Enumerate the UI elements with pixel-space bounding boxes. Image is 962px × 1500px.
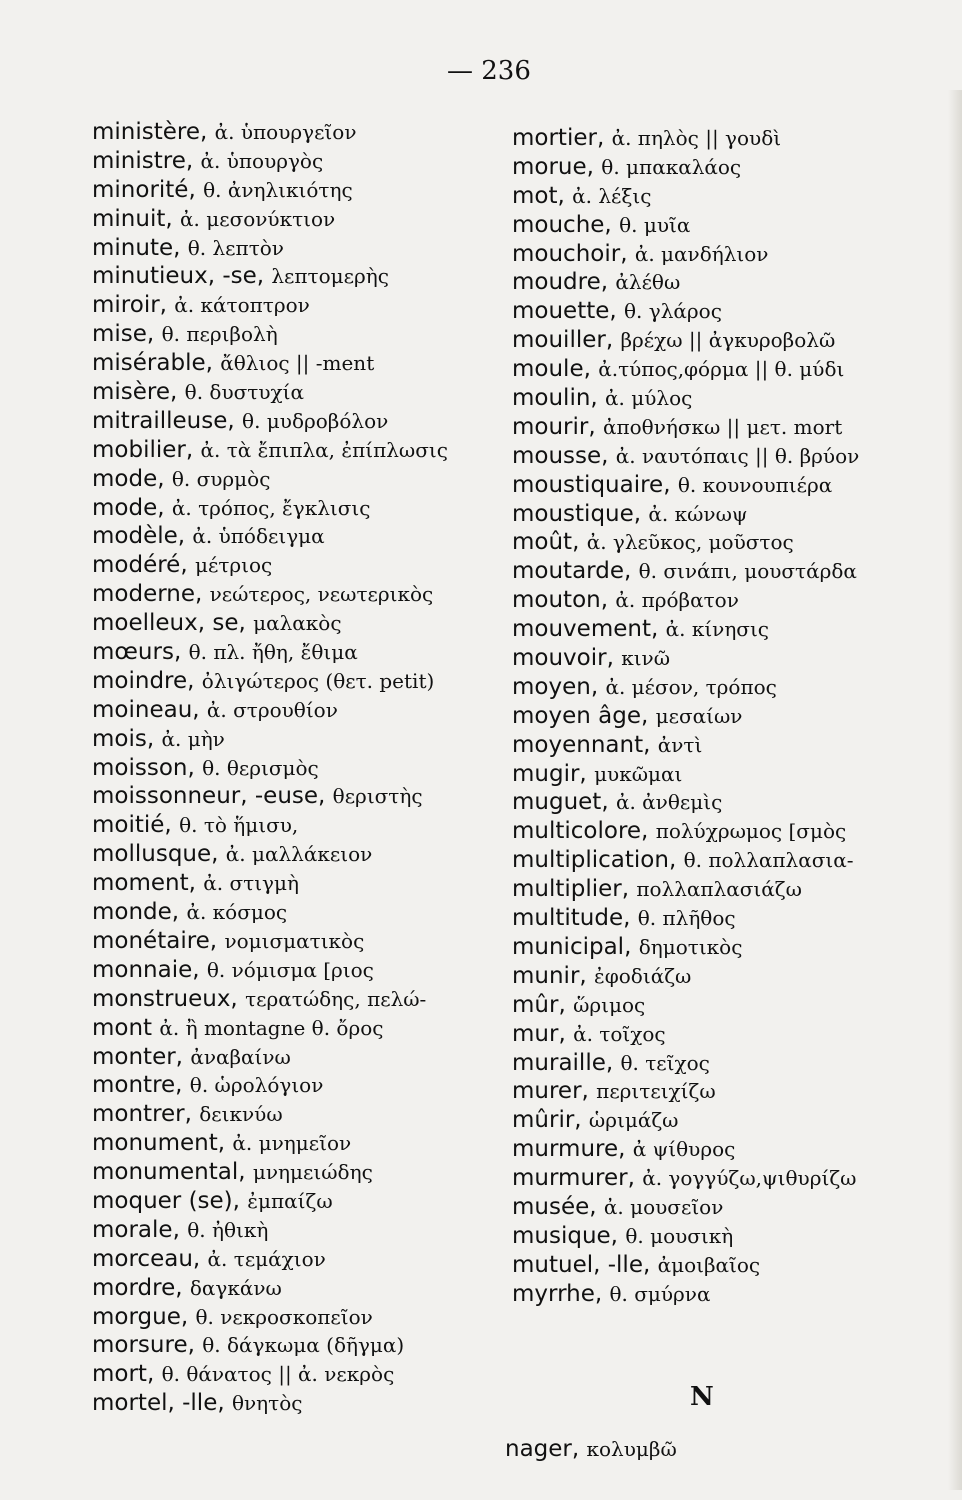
dictionary-entry <box>512 817 952 846</box>
dictionary-entry <box>92 234 492 263</box>
dictionary-entry <box>92 349 492 378</box>
dictionary-entry <box>92 638 492 667</box>
entry-greek: ἀ ψίθυρος <box>632 1137 736 1162</box>
entry-greek: ἀ. τοῖχος <box>573 1021 666 1046</box>
entry-greek: ἀ. ἢ montagne θ. ὄρος <box>159 1015 384 1040</box>
entry-french: mouvoir, <box>512 645 614 672</box>
entry-french: morceau, <box>92 1245 201 1272</box>
dictionary-entry <box>512 240 952 269</box>
entry-greek: νεώτερος, νεωτερικὸς <box>209 582 434 607</box>
dictionary-entry <box>512 1135 952 1164</box>
entry-french: multiplier, <box>512 876 630 903</box>
dictionary-entry <box>512 846 952 875</box>
dictionary-entry <box>92 1043 492 1072</box>
entry-french: mois, <box>92 725 155 752</box>
entry-french: murer, <box>512 1078 589 1105</box>
entry-greek: ἀ. μύλος <box>605 386 693 411</box>
entry-french: mutuel, -lle, <box>512 1251 651 1278</box>
entry-french: morsure, <box>92 1332 195 1359</box>
entry-french: misère, <box>92 379 178 406</box>
dictionary-entry <box>92 407 492 436</box>
entry-greek: ἀ. μνημεῖον <box>232 1131 352 1156</box>
entry-greek: δημοτικὸς <box>638 934 743 959</box>
entry-french: moderne, <box>92 581 203 608</box>
entry-french: monument, <box>92 1130 226 1157</box>
entry-greek: ἀ. ὑπόδειγμα <box>192 524 325 549</box>
entry-greek: λεπτομερὴς <box>271 264 389 289</box>
entry-greek: θ. ἠθικὴ <box>187 1217 269 1242</box>
entry-greek: μέτριος <box>194 553 273 578</box>
entry-french: moudre, <box>512 269 609 296</box>
entry-greek: θ. συρμὸς <box>171 466 271 491</box>
entry-french: murmurer, <box>512 1165 635 1192</box>
entry-french: musique, <box>512 1222 618 1249</box>
entry-french: mode, <box>92 494 165 521</box>
entry-french: mouiller, <box>512 327 614 354</box>
entry-greek: ἀ. κώνωψ <box>648 501 748 526</box>
dictionary-entry <box>92 840 492 869</box>
entry-french: monumental, <box>92 1159 246 1186</box>
entry-greek: θ. θερισμὸς <box>202 755 319 780</box>
dictionary-entry <box>512 355 952 384</box>
entry-greek: ἀ. μανδήλιον <box>634 241 769 266</box>
entry-french: moisson, <box>92 754 195 781</box>
entry-french: nager, <box>505 1436 580 1462</box>
dictionary-entry <box>92 898 492 927</box>
dictionary-entry <box>92 609 492 638</box>
entry-french: mugir, <box>512 760 587 787</box>
entry-french: moustiquaire, <box>512 471 671 498</box>
entry-greek: θ. πολλαπλασια- <box>683 848 854 873</box>
entry-greek: ἀ. κάτοπτρον <box>174 293 310 318</box>
dictionary-entry <box>512 586 952 615</box>
dictionary-entry <box>512 557 952 586</box>
dictionary-entry <box>92 205 492 234</box>
entry-french: moule, <box>512 356 591 383</box>
entry-french: ministère, <box>92 119 208 145</box>
entry-greek: θ. τεῖχος <box>620 1050 710 1075</box>
dictionary-entry <box>512 991 952 1020</box>
dictionary-entry <box>512 933 952 962</box>
entry-french: morue, <box>512 153 594 180</box>
entry-french: mûrir, <box>512 1107 582 1134</box>
dictionary-entry <box>512 788 952 817</box>
dictionary-entry <box>512 1164 952 1193</box>
entry-french: moindre, <box>92 667 195 694</box>
entry-french: moyennant, <box>512 731 651 758</box>
entry-greek: μεσαίων <box>655 703 743 728</box>
entry-french: moquer (se), <box>92 1187 240 1214</box>
entry-french: mordre, <box>92 1274 183 1301</box>
entry-french: mort, <box>92 1361 155 1388</box>
entry-french: mot, <box>512 182 565 209</box>
entry-greek: θ. πλῆθος <box>637 906 736 931</box>
entry-greek: θ. τὸ ἥμισυ, <box>179 813 299 838</box>
dictionary-entry <box>92 667 492 696</box>
dictionary-entry <box>92 1331 492 1360</box>
entry-greek: θ. δυστυχία <box>184 380 304 405</box>
entry-greek: ἀ.τύπος,φόρμα || θ. μύδι <box>598 357 845 382</box>
entry-greek: ἀ. κόσμος <box>186 900 288 925</box>
entry-french: moineau, <box>92 696 200 723</box>
entry-greek: θ. νόμισμα [ριος <box>206 957 374 982</box>
dictionary-entry <box>92 176 492 205</box>
entry-french: muraille, <box>512 1049 614 1076</box>
dictionary-entry <box>92 1274 492 1303</box>
entry-french: modèle, <box>92 523 186 550</box>
entry-french: montre, <box>92 1072 183 1099</box>
dictionary-entry <box>92 291 492 320</box>
dictionary-entry <box>512 384 952 413</box>
dictionary-entry <box>92 956 492 985</box>
entry-greek: ἀποθνήσκω || μετ. mort <box>602 414 843 439</box>
entry-french: ministre, <box>92 147 194 174</box>
entry-greek: ἐφοδιάζω <box>594 963 692 988</box>
entry-french: multicolore, <box>512 818 649 845</box>
entry-greek: ἀ. στρουθίον <box>206 697 338 722</box>
entry-greek: ἀναβαίνω <box>190 1044 291 1069</box>
entry-french: musée, <box>512 1193 597 1220</box>
entry-greek: ἀ. λέξις <box>572 183 652 208</box>
dictionary-entry <box>512 1020 952 1049</box>
entry-greek: θ. γλάρος <box>624 299 722 324</box>
dictionary-entry <box>92 320 492 349</box>
entry-french: mourir, <box>512 413 596 440</box>
entry-greek: ἀ. μαλλάκειον <box>225 842 373 867</box>
entry-greek: κολυμβῶ <box>586 1437 677 1461</box>
dictionary-entry <box>92 1187 492 1216</box>
dictionary-entry <box>512 500 952 529</box>
entry-greek: πολλαπλασιάζω <box>636 877 802 902</box>
entry-french: mouchoir, <box>512 240 628 267</box>
dictionary-entry <box>92 1100 492 1129</box>
entry-french: mode, <box>92 465 165 492</box>
entry-french: mouvement, <box>512 616 659 643</box>
entry-french: mur, <box>512 1020 566 1047</box>
dictionary-entry <box>512 442 952 471</box>
dictionary-entry <box>92 754 492 783</box>
dictionary-entry <box>512 644 952 673</box>
dictionary-entry <box>92 580 492 609</box>
dictionary-entry <box>512 124 952 153</box>
dictionary-entry <box>512 875 952 904</box>
dictionary-entry <box>512 673 952 702</box>
entry-greek: θ. μουσικὴ <box>625 1223 734 1248</box>
entry-french: moment, <box>92 870 196 897</box>
dictionary-entry <box>92 147 492 176</box>
entry-french: multiplication, <box>512 847 677 874</box>
entry-french: mousse, <box>512 442 609 469</box>
entry-greek: θ. λεπτὸν <box>187 235 284 260</box>
entry-greek: ἀ. ἀνθεμὶς <box>615 790 723 815</box>
entry-greek: θεριστὴς <box>332 784 423 809</box>
dictionary-entry <box>505 1436 677 1462</box>
dictionary-entry <box>512 615 952 644</box>
entry-greek: θ. μυῖα <box>619 212 691 237</box>
dictionary-entry <box>92 782 492 811</box>
dictionary-entry <box>512 1106 952 1135</box>
entry-french: mouche, <box>512 211 612 238</box>
entry-greek: ἀ. στιγμὴ <box>203 871 299 896</box>
dictionary-entry <box>512 1193 952 1222</box>
entry-french: morgue, <box>92 1303 189 1330</box>
entry-greek: πολύχρωμος [σμὸς <box>655 819 847 844</box>
dictionary-entry <box>512 471 952 500</box>
dictionary-entry <box>92 725 492 754</box>
entry-greek: μυκῶμαι <box>594 761 683 786</box>
dictionary-entry <box>512 211 952 240</box>
entry-french: mobilier, <box>92 436 194 463</box>
entry-greek: ἀ. μουσεῖον <box>603 1194 724 1219</box>
entry-greek: ἀ. ὑπουργὸς <box>200 148 324 173</box>
entry-french: mouette, <box>512 298 617 325</box>
dictionary-entry <box>512 413 952 442</box>
entry-greek: ἀ. μεσονύκτιον <box>179 206 336 231</box>
entry-greek: ὀλιγώτερος (θετ. petit) <box>201 668 435 693</box>
dictionary-entry <box>92 869 492 898</box>
entry-french: moelleux, se, <box>92 610 246 637</box>
entry-greek: ἀλέθω <box>615 270 681 295</box>
entry-greek: δαγκάνω <box>189 1275 282 1300</box>
entry-greek: θ. νεκροσκοπεῖον <box>195 1304 373 1329</box>
right-column <box>512 124 952 1309</box>
entry-greek: ἀ. τρόπος, ἔγκλισις <box>171 495 371 520</box>
dictionary-entry <box>92 811 492 840</box>
entry-french: minuit, <box>92 205 173 232</box>
dictionary-entry <box>512 904 952 933</box>
dictionary-entry <box>512 702 952 731</box>
dictionary-entry <box>92 522 492 551</box>
left-column <box>92 118 492 1418</box>
entry-greek: τερατώδης, πελώ- <box>245 986 427 1011</box>
entry-greek: ἀ. κίνησις <box>665 617 769 642</box>
entry-greek: θ. σμύρνα <box>609 1281 711 1306</box>
dictionary-entry <box>92 1389 492 1418</box>
entry-french: multitude, <box>512 905 631 932</box>
entry-french: moissonneur, -euse, <box>92 783 326 810</box>
entry-greek: δεικνύω <box>199 1102 283 1127</box>
entry-french: monstrueux, <box>92 985 238 1012</box>
entry-greek: ἀ. μὴν <box>161 726 225 751</box>
entry-french: mortel, -lle, <box>92 1390 225 1417</box>
dictionary-entry <box>512 182 952 211</box>
entry-greek: θ. ὡρολόγιον <box>189 1073 324 1098</box>
dictionary-entry <box>512 528 952 557</box>
entry-greek: θ. ἀνηλικιότης <box>203 177 353 202</box>
entry-greek: ἀ. πηλὸς || γουδὶ <box>611 126 782 150</box>
dictionary-entry <box>92 1245 492 1274</box>
entry-french: muguet, <box>512 789 609 816</box>
entry-french: moitié, <box>92 812 172 839</box>
entry-greek: ὥριμος <box>573 992 646 1017</box>
entry-greek: νομισματικὸς <box>224 928 365 953</box>
entry-french: monnaie, <box>92 956 200 983</box>
entry-greek: ἀ. ὑπουργεῖον <box>214 120 357 144</box>
entry-greek: θ. πλ. ἤθη, ἔθιμα <box>188 640 358 665</box>
entry-greek: βρέχω || ἀγκυροβολῶ <box>620 328 836 353</box>
entry-greek: κινῶ <box>621 646 671 671</box>
entry-french: monter, <box>92 1043 183 1070</box>
entry-greek: ἀ. τὰ ἔπιπλα, ἐπίπλωσις <box>200 437 448 462</box>
entry-french: murmure, <box>512 1136 626 1163</box>
entry-greek: ἀ. γλεῦκος, μοῦστος <box>586 530 794 555</box>
entry-greek: ἀμοιβαῖος <box>657 1252 761 1277</box>
dictionary-entry <box>92 1129 492 1158</box>
entry-french: minutieux, -se, <box>92 263 265 290</box>
dictionary-entry <box>92 1158 492 1187</box>
dictionary-entry <box>92 1071 492 1100</box>
dictionary-entry <box>92 465 492 494</box>
entry-french: moulin, <box>512 385 598 412</box>
entry-french: modéré, <box>92 552 188 579</box>
entry-greek: θ. περιβολὴ <box>161 322 278 347</box>
dictionary-entry <box>92 551 492 580</box>
section-letter: N <box>690 1382 714 1412</box>
entry-french: mûr, <box>512 991 566 1018</box>
entry-greek: ἀντὶ <box>657 732 703 757</box>
entry-french: mœurs, <box>92 639 182 666</box>
entry-french: mouton, <box>512 587 609 614</box>
dictionary-entry <box>512 1049 952 1078</box>
entry-french: moyen âge, <box>512 702 649 729</box>
entry-greek: θ. δάγκωμα (δῆγμα) <box>202 1333 405 1358</box>
entry-french: monde, <box>92 899 180 926</box>
entry-greek: θ. σινάπι, μουστάρδα <box>638 559 857 584</box>
entry-french: misérable, <box>92 350 213 377</box>
entry-french: moutarde, <box>512 558 632 585</box>
dictionary-entry <box>92 378 492 407</box>
dictionary-entry <box>92 985 492 1014</box>
dictionary-entry <box>512 962 952 991</box>
entry-french: minorité, <box>92 176 196 203</box>
entry-greek: ἐμπαίζω <box>247 1188 333 1213</box>
dictionary-entry <box>92 1014 492 1043</box>
dictionary-entry <box>512 1222 952 1251</box>
entry-french: miroir, <box>92 292 167 319</box>
entry-greek: μαλακὸς <box>253 611 342 636</box>
dictionary-entry <box>92 1360 492 1389</box>
entry-greek: θ. θάνατος || ἀ. νεκρὸς <box>161 1362 395 1387</box>
entry-french: morale, <box>92 1216 180 1243</box>
entry-french: mitrailleuse, <box>92 407 235 434</box>
entry-french: myrrhe, <box>512 1280 603 1307</box>
entry-greek: ἄθλιος || -ment <box>220 351 375 376</box>
entry-french: mollusque, <box>92 841 219 868</box>
entry-french: minute, <box>92 234 181 261</box>
dictionary-entry <box>92 494 492 523</box>
dictionary-entry <box>92 927 492 956</box>
entry-french: montrer, <box>92 1101 192 1128</box>
dictionary-entry <box>92 1303 492 1332</box>
dictionary-entry <box>512 1280 952 1309</box>
dictionary-entry <box>92 262 492 291</box>
entry-french: municipal, <box>512 933 632 960</box>
entry-greek: ὡριμάζω <box>588 1108 679 1133</box>
dictionary-entry <box>512 153 952 182</box>
entry-greek: θ. κουνουπιέρα <box>677 472 833 497</box>
entry-greek: ἀ. τεμάχιον <box>207 1246 326 1271</box>
entry-french: mont <box>92 1014 153 1041</box>
entry-greek: ἀ. μέσον, τρόπος <box>605 674 777 699</box>
dictionary-entry <box>512 731 952 760</box>
entry-greek: μνημειώδης <box>252 1160 373 1185</box>
dictionary-entry <box>92 1216 492 1245</box>
dictionary-entry <box>512 268 952 297</box>
dictionary-entry <box>92 696 492 725</box>
dictionary-entry <box>512 297 952 326</box>
entry-french: monétaire, <box>92 927 218 954</box>
entry-greek: ἀ. γογγύζω,ψιθυρίζω <box>642 1166 857 1191</box>
dictionary-entry <box>512 1077 952 1106</box>
page-number: — 236 <box>447 56 531 86</box>
dictionary-entry <box>92 436 492 465</box>
entry-greek: ἀ. ναυτόπαις || θ. βρύον <box>615 443 860 468</box>
entry-french: mortier, <box>512 125 605 151</box>
entry-french: munir, <box>512 962 587 989</box>
entry-french: moyen, <box>512 673 599 700</box>
entry-french: mise, <box>92 321 155 348</box>
entry-greek: θ. μπακαλάος <box>601 154 742 179</box>
dictionary-entry <box>512 760 952 789</box>
entry-greek: θ. μυδροβόλον <box>242 408 389 433</box>
entry-french: moustique, <box>512 500 642 527</box>
dictionary-entry <box>512 326 952 355</box>
entry-greek: θνητὸς <box>231 1391 303 1416</box>
entry-french: moût, <box>512 529 580 556</box>
entry-greek: περιτειχίζω <box>596 1079 716 1104</box>
entry-greek: ἀ. πρόβατον <box>615 588 739 613</box>
dictionary-entry <box>512 1251 952 1280</box>
dictionary-entry <box>92 118 492 147</box>
